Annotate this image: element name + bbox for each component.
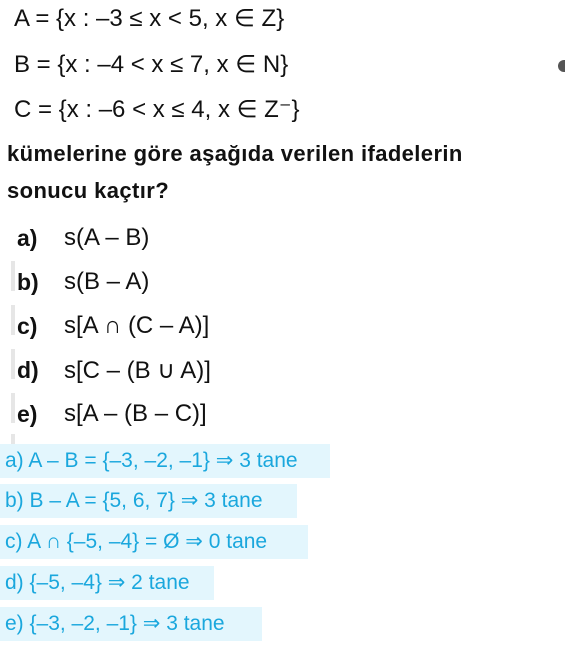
question-b-label: b) — [17, 269, 39, 295]
answer-c: c) A ∩ {–5, –4} = Ø ⇒ 0 tane — [0, 525, 308, 559]
question-a-label: a) — [17, 225, 38, 251]
answer-e: e) {–3, –2, –1} ⇒ 3 tane — [0, 607, 262, 641]
prompt-line-2: sonucu kaçtır? — [7, 178, 170, 203]
question-divider — [11, 393, 15, 423]
edge-marker-icon — [558, 60, 565, 72]
prompt-line-1: kümelerine göre aşağıda verilen ifadelerin — [7, 141, 463, 166]
question-a-expression: s(A – B) — [64, 224, 150, 251]
question-d-expression: s[C – (B ∪ A)] — [64, 357, 211, 384]
question-c-expression: s[A ∩ (C – A)] — [64, 312, 210, 339]
question-d-label: d) — [17, 357, 39, 383]
question-e-label: e) — [17, 401, 38, 427]
answer-a: a) A – B = {–3, –2, –1} ⇒ 3 tane — [0, 444, 330, 478]
answer-b: b) B – A = {5, 6, 7} ⇒ 3 tane — [0, 484, 297, 518]
set-a-definition: A = {x : –3 ≤ x < 5, x ∈ Z} — [14, 5, 285, 32]
set-b-definition: B = {x : –4 < x ≤ 7, x ∈ N} — [14, 51, 289, 78]
question-c-label: c) — [17, 313, 38, 339]
question-divider — [11, 261, 15, 291]
answer-d: d) {–5, –4} ⇒ 2 tane — [0, 566, 214, 600]
question-e-expression: s[A – (B – C)] — [64, 400, 207, 427]
set-c-definition: C = {x : –6 < x ≤ 4, x ∈ Z⁻} — [14, 96, 300, 123]
question-divider — [11, 305, 15, 335]
question-b-expression: s(B – A) — [64, 268, 150, 295]
question-divider — [11, 349, 15, 379]
